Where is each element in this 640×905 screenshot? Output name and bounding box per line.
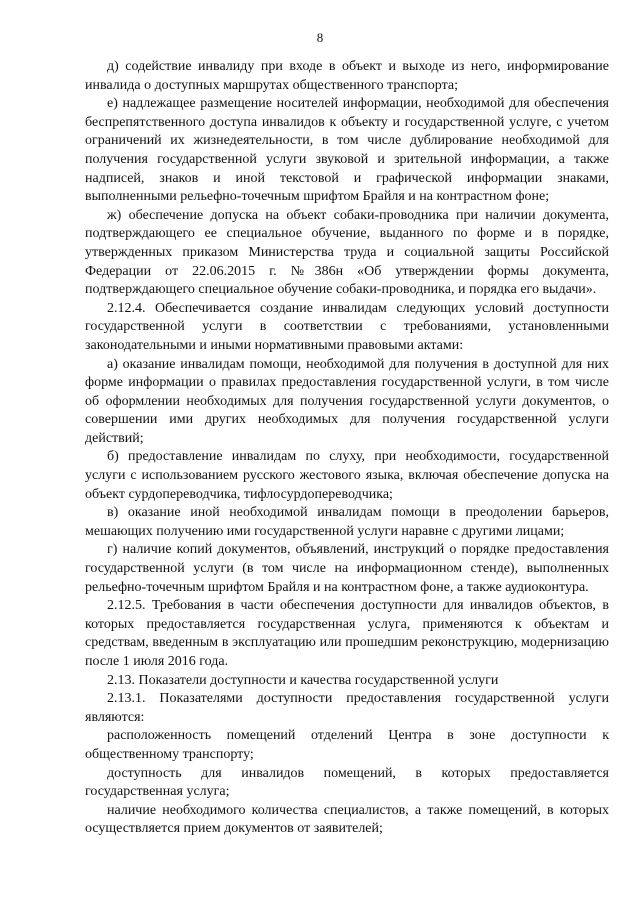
paragraph-2-13-1: 2.13.1. Показателями доступности предоставления государственной услуги являются:: [85, 691, 609, 725]
list-item-location: расположенность помещений отделений Центра в зоне доступности к общественному транспорту;: [85, 728, 609, 762]
paragraph-e: е) надлежащее размещение носителей информации, необходимой для обеспечения беспрепятственного доступа инвалидов к объекту и государственной услуге, с учетом ограничений их жизнедеятельности, в том числе дублирование необходимой для получения государственной услуги звуковой и зрительной информации, а также надписей, знаков и иной текстовой и графической информации знаками, выполненными рельефно-точечным шрифтом Брайля и на контрастном фоне;: [85, 96, 609, 205]
paragraph-2-12-5: 2.12.5. Требования в части обеспечения доступности для инвалидов объектов, в которых предоставляется государственная услуга, применяются к объектам и средствам, введенным в эксплуатацию или прошедшим реконструкцию, модернизацию после 1 июля 2016 года.: [85, 598, 609, 669]
paragraph-v: в) оказание иной необходимой инвалидам помощи в преодолении барьеров, мешающих получению ими государственной услуги наравне с другими лицами;: [85, 505, 609, 539]
paragraph-b: б) предоставление инвалидам по слуху, при необходимости, государственной услуги с использованием русского жестового языка, включая обеспечение допуска на объект сурдопереводчика, тифлосурдопереводчика;: [85, 449, 609, 502]
page-number: 8: [316, 30, 324, 45]
section-heading-2-13: 2.13. Показатели доступности и качества государственной услуги: [107, 672, 499, 688]
paragraph-a: а) оказание инвалидам помощи, необходимой для получения в доступной для них форме информации о правилах предоставления государственной услуги, в том числе об оформлении необходимых для получения государственной услуги документов, о совершении ими других необходимых для получения государственной услуги действий;: [85, 356, 609, 446]
paragraph-zh: ж) обеспечение допуска на объект собаки-проводника при наличии документа, подтверждающего ее специальное обучение, выданного по форме и в порядке, утвержденных приказом Министерства труда и социальной защиты Российской Федерации от 22.06.2015 г. №386н «Об утверждении формы документа, подтверждающего специальное обучение собаки-проводника, и порядка его выдачи».: [85, 207, 609, 298]
paragraph-d: д) содействие инвалиду при входе в объект и выходе из него, информирование инвалида о доступных маршрутах общественного транспорта;: [85, 59, 609, 93]
list-item-accessibility: доступность для инвалидов помещений, в которых предоставляется государственная услуга;: [85, 765, 609, 800]
list-item-specialists: наличие необходимого количества специалистов, а также помещений, в которых осуществляется прием документов от заявителей;: [85, 802, 609, 837]
paragraph-g: г) наличие копий документов, объявлений, инструкций о порядке предоставления государственной услуги (в том числе на информационном стенде), выполненных рельефно-точечным шрифтом Брайля и на контрастном фоне, а также аудиоконтура.: [85, 542, 609, 595]
document-body: [85, 58, 609, 839]
paragraph-2-12-4: 2.12.4. Обеспечивается создание инвалидам следующих условий доступности государственной услуги в соответствии с требованиями, установленными законодательными и иными нормативными правовыми актами:: [85, 300, 609, 353]
